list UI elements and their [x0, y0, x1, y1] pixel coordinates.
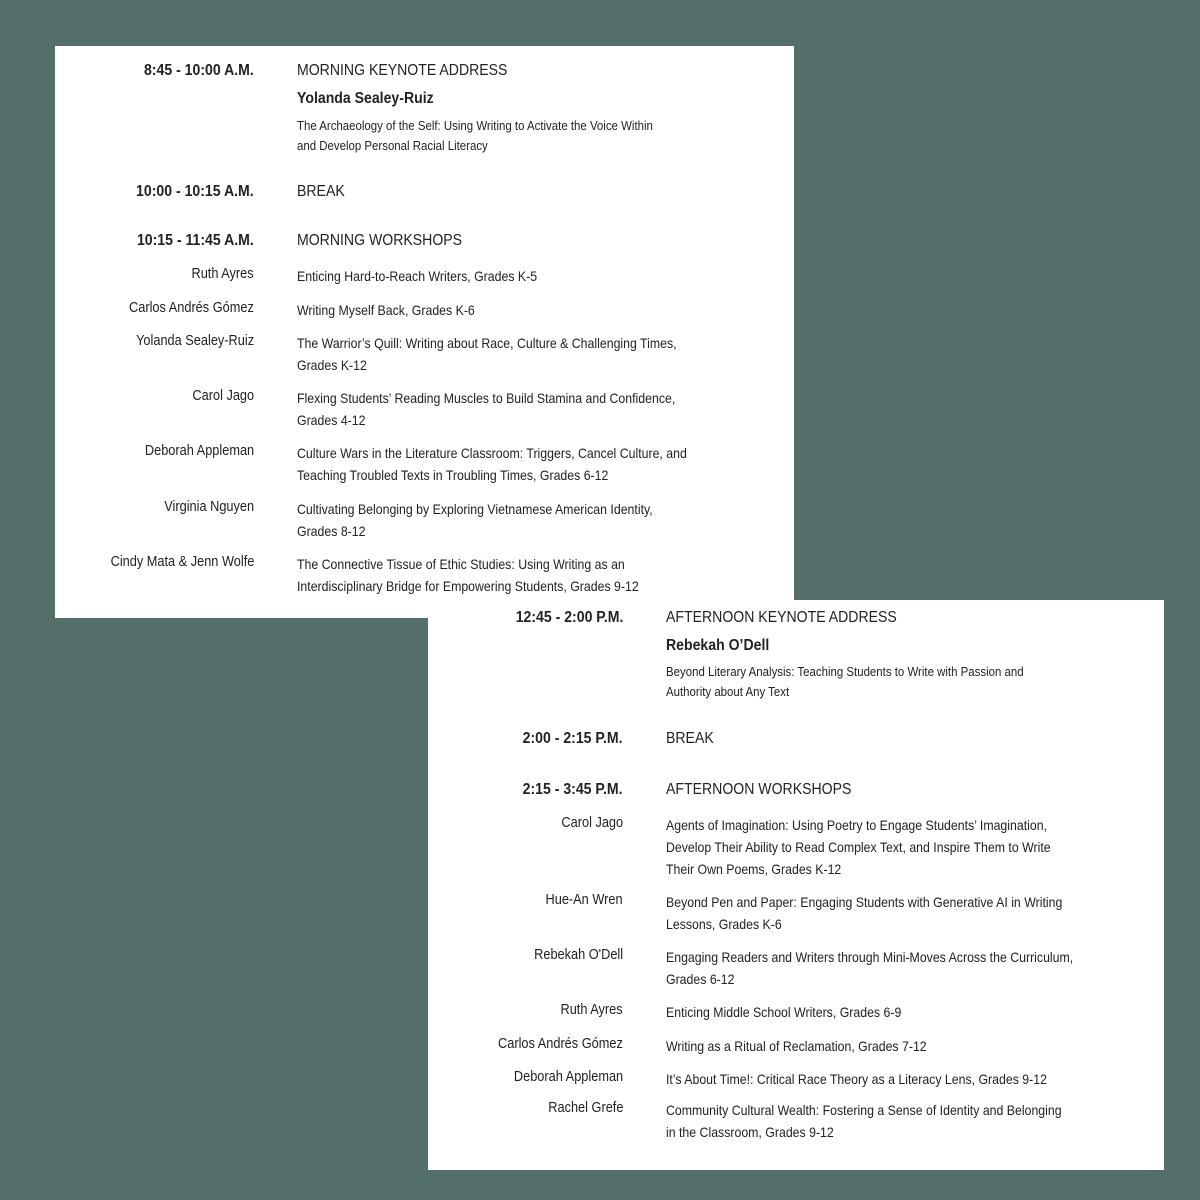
break-time: 10:00 - 10:15 A.M.	[136, 183, 254, 200]
afternoon-schedule-card	[428, 600, 1164, 1170]
workshop-title: It’s About Time!: Critical Race Theory as a Literacy Lens, Grades 9-12	[666, 1071, 1047, 1087]
workshop-presenter: Deborah Appleman	[513, 1069, 623, 1085]
keynote-time: 8:45 - 10:00 A.M.	[144, 62, 254, 79]
session-column	[297, 46, 777, 618]
workshop-title: Culture Wars in the Literature Classroom: Triggers, Cancel Culture, and Teaching Troubled Texts in Troubling Times, Grades 6-12	[297, 445, 687, 483]
workshop-title: The Warrior’s Quill: Writing about Race, Culture & Challenging Times, Grades K-12	[297, 335, 677, 373]
workshop-title: Community Cultural Wealth: Fostering a Sense of Identity and Belonging in the Classroom, Grades 9-12	[666, 1102, 1062, 1140]
workshop-presenter: Hue-An Wren	[545, 892, 623, 908]
break-time: 2:00 - 2:15 P.M.	[523, 730, 623, 747]
keynote-speaker: Rebekah O’Dell	[666, 637, 770, 654]
workshop-title: The Connective Tissue of Ethic Studies: Using Writing as an Interdisciplinary Bridge for Empowering Students, Grades 9-12	[297, 556, 639, 594]
keynote-title: Beyond Literary Analysis: Teaching Students to Write with Passion and Authority about Any Text	[666, 664, 1024, 699]
workshop-title: Engaging Readers and Writers through Mini-Moves Across the Curriculum, Grades 6-12	[666, 949, 1074, 987]
workshop-presenter: Rebekah O'Dell	[534, 947, 623, 963]
keynote-heading: AFTERNOON KEYNOTE ADDRESS	[666, 609, 897, 626]
workshop-presenter: Carol Jago	[561, 815, 623, 831]
keynote-speaker: Yolanda Sealey-Ruiz	[297, 90, 434, 107]
workshops-heading: MORNING WORKSHOPS	[297, 232, 463, 249]
keynote-heading: MORNING KEYNOTE ADDRESS	[297, 62, 508, 79]
workshop-presenter: Cindy Mata & Jenn Wolfe	[110, 554, 254, 570]
workshop-presenter: Deborah Appleman	[144, 443, 254, 459]
workshop-title: Enticing Middle School Writers, Grades 6-9	[666, 1004, 902, 1020]
workshop-title: Beyond Pen and Paper: Engaging Students with Generative AI in Writing Lessons, Grades K-6	[666, 894, 1063, 932]
break-label: BREAK	[666, 730, 714, 747]
keynote-time: 12:45 - 2:00 P.M.	[515, 609, 623, 626]
workshop-title: Writing Myself Back, Grades K-6	[297, 302, 475, 318]
workshop-title: Agents of Imagination: Using Poetry to Engage Students’ Imagination, Develop Their Ability to Read Complex Text, and Inspire Them to Write Their Own Poems, Grades K-12	[666, 817, 1051, 877]
session-column	[666, 600, 1146, 1170]
workshop-presenter: Yolanda Sealey-Ruiz	[135, 333, 254, 349]
keynote-title: The Archaeology of the Self: Using Writing to Activate the Voice Within and Develop Personal Racial Literacy	[297, 118, 653, 153]
time-presenter-column	[428, 600, 623, 1170]
workshop-presenter: Carol Jago	[192, 388, 254, 404]
workshop-title: Enticing Hard-to-Reach Writers, Grades K-5	[297, 268, 538, 284]
workshop-title: Flexing Students’ Reading Muscles to Build Stamina and Confidence, Grades 4-12	[297, 390, 676, 428]
workshop-presenter: Ruth Ayres	[560, 1002, 623, 1018]
workshops-time: 2:15 - 3:45 P.M.	[523, 781, 623, 798]
workshop-title: Writing as a Ritual of Reclamation, Grades 7-12	[666, 1038, 927, 1054]
workshops-heading: AFTERNOON WORKSHOPS	[666, 781, 852, 798]
workshop-presenter: Rachel Grefe	[547, 1100, 623, 1116]
workshop-presenter: Carlos Andrés Gómez	[129, 300, 254, 316]
workshop-presenter: Ruth Ayres	[191, 266, 254, 282]
morning-schedule-card	[55, 46, 794, 618]
break-label: BREAK	[297, 183, 345, 200]
workshop-title: Cultivating Belonging by Exploring Vietnamese American Identity, Grades 8-12	[297, 501, 653, 539]
workshop-presenter: Virginia Nguyen	[164, 499, 254, 515]
time-presenter-column	[55, 46, 254, 618]
workshops-time: 10:15 - 11:45 A.M.	[137, 232, 254, 249]
workshop-presenter: Carlos Andrés Gómez	[498, 1036, 623, 1052]
